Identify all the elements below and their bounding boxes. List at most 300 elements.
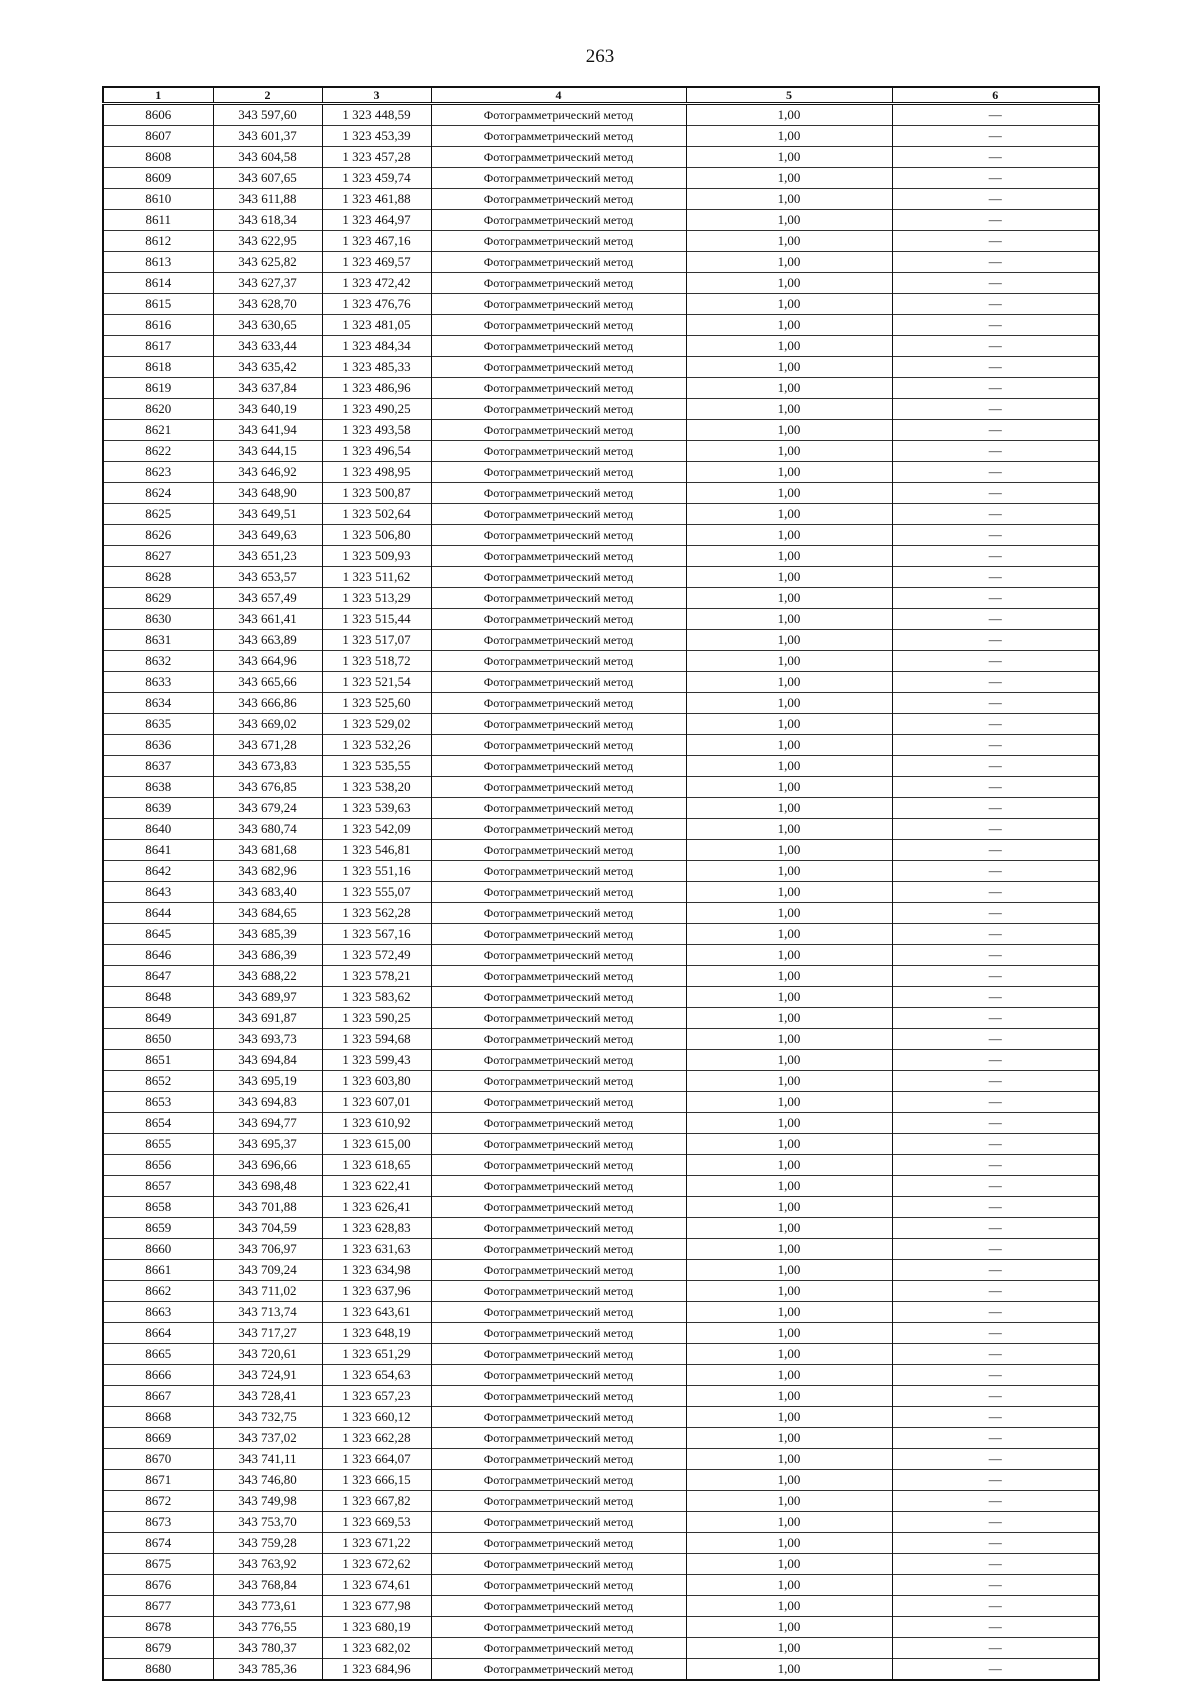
cell-accuracy: 1,00 [686, 210, 892, 231]
cell-y-coordinate: 1 323 457,28 [322, 147, 431, 168]
cell-method: Фотограмметрический метод [431, 1491, 686, 1512]
cell-method: Фотограмметрический метод [431, 1617, 686, 1638]
cell-method: Фотограмметрический метод [431, 483, 686, 504]
table-row [103, 1176, 1099, 1197]
cell-description: — [892, 777, 1099, 798]
cell-method: Фотограмметрический метод [431, 903, 686, 924]
cell-y-coordinate: 1 323 672,62 [322, 1554, 431, 1575]
cell-method: Фотограмметрический метод [431, 1260, 686, 1281]
cell-description: — [892, 1449, 1099, 1470]
cell-accuracy: 1,00 [686, 315, 892, 336]
cell-y-coordinate: 1 323 583,62 [322, 987, 431, 1008]
cell-point-number: 8657 [103, 1176, 213, 1197]
cell-accuracy: 1,00 [686, 189, 892, 210]
cell-method: Фотограмметрический метод [431, 1323, 686, 1344]
cell-point-number: 8620 [103, 399, 213, 420]
cell-y-coordinate: 1 323 506,80 [322, 525, 431, 546]
cell-description: — [892, 1407, 1099, 1428]
cell-description: — [892, 104, 1099, 126]
cell-y-coordinate: 1 323 532,26 [322, 735, 431, 756]
cell-accuracy: 1,00 [686, 924, 892, 945]
cell-method: Фотограмметрический метод [431, 420, 686, 441]
cell-y-coordinate: 1 323 453,39 [322, 126, 431, 147]
cell-description: — [892, 798, 1099, 819]
cell-method: Фотограмметрический метод [431, 882, 686, 903]
table-row [103, 945, 1099, 966]
cell-point-number: 8612 [103, 231, 213, 252]
cell-x-coordinate: 343 773,61 [213, 1596, 322, 1617]
cell-point-number: 8678 [103, 1617, 213, 1638]
cell-description: — [892, 651, 1099, 672]
cell-point-number: 8648 [103, 987, 213, 1008]
table-row [103, 1659, 1099, 1681]
cell-accuracy: 1,00 [686, 1491, 892, 1512]
cell-y-coordinate: 1 323 603,80 [322, 1071, 431, 1092]
table-row [103, 525, 1099, 546]
cell-y-coordinate: 1 323 594,68 [322, 1029, 431, 1050]
cell-x-coordinate: 343 646,92 [213, 462, 322, 483]
table-row [103, 840, 1099, 861]
cell-x-coordinate: 343 604,58 [213, 147, 322, 168]
cell-y-coordinate: 1 323 660,12 [322, 1407, 431, 1428]
cell-y-coordinate: 1 323 651,29 [322, 1344, 431, 1365]
cell-accuracy: 1,00 [686, 1134, 892, 1155]
cell-point-number: 8664 [103, 1323, 213, 1344]
cell-accuracy: 1,00 [686, 1050, 892, 1071]
table-row [103, 231, 1099, 252]
cell-description: — [892, 1554, 1099, 1575]
cell-point-number: 8658 [103, 1197, 213, 1218]
cell-point-number: 8616 [103, 315, 213, 336]
cell-accuracy: 1,00 [686, 1554, 892, 1575]
cell-y-coordinate: 1 323 472,42 [322, 273, 431, 294]
cell-point-number: 8638 [103, 777, 213, 798]
cell-accuracy: 1,00 [686, 462, 892, 483]
header-col-1: 1 [103, 87, 213, 104]
cell-x-coordinate: 343 694,83 [213, 1092, 322, 1113]
cell-point-number: 8672 [103, 1491, 213, 1512]
cell-description: — [892, 1428, 1099, 1449]
cell-accuracy: 1,00 [686, 147, 892, 168]
cell-method: Фотограмметрический метод [431, 1197, 686, 1218]
cell-x-coordinate: 343 684,65 [213, 903, 322, 924]
cell-y-coordinate: 1 323 628,83 [322, 1218, 431, 1239]
cell-method: Фотограмметрический метод [431, 168, 686, 189]
cell-y-coordinate: 1 323 677,98 [322, 1596, 431, 1617]
cell-description: — [892, 903, 1099, 924]
cell-x-coordinate: 343 720,61 [213, 1344, 322, 1365]
table-row [103, 420, 1099, 441]
cell-method: Фотограмметрический метод [431, 1302, 686, 1323]
cell-point-number: 8610 [103, 189, 213, 210]
table-row [103, 1008, 1099, 1029]
cell-point-number: 8669 [103, 1428, 213, 1449]
cell-method: Фотограмметрический метод [431, 147, 686, 168]
cell-accuracy: 1,00 [686, 420, 892, 441]
cell-description: — [892, 315, 1099, 336]
cell-accuracy: 1,00 [686, 1218, 892, 1239]
cell-x-coordinate: 343 640,19 [213, 399, 322, 420]
cell-description: — [892, 420, 1099, 441]
table-row [103, 189, 1099, 210]
cell-y-coordinate: 1 323 671,22 [322, 1533, 431, 1554]
table-row [103, 294, 1099, 315]
header-col-5: 5 [686, 87, 892, 104]
cell-accuracy: 1,00 [686, 1029, 892, 1050]
cell-x-coordinate: 343 627,37 [213, 273, 322, 294]
header-col-3: 3 [322, 87, 431, 104]
cell-y-coordinate: 1 323 626,41 [322, 1197, 431, 1218]
cell-point-number: 8631 [103, 630, 213, 651]
cell-description: — [892, 693, 1099, 714]
cell-y-coordinate: 1 323 551,16 [322, 861, 431, 882]
cell-accuracy: 1,00 [686, 126, 892, 147]
cell-x-coordinate: 343 630,65 [213, 315, 322, 336]
cell-x-coordinate: 343 676,85 [213, 777, 322, 798]
cell-method: Фотограмметрический метод [431, 231, 686, 252]
cell-accuracy: 1,00 [686, 525, 892, 546]
cell-description: — [892, 462, 1099, 483]
cell-x-coordinate: 343 685,39 [213, 924, 322, 945]
cell-point-number: 8660 [103, 1239, 213, 1260]
cell-description: — [892, 1176, 1099, 1197]
table-row [103, 357, 1099, 378]
cell-accuracy: 1,00 [686, 756, 892, 777]
cell-x-coordinate: 343 611,88 [213, 189, 322, 210]
cell-method: Фотограмметрический метод [431, 840, 686, 861]
cell-y-coordinate: 1 323 498,95 [322, 462, 431, 483]
cell-accuracy: 1,00 [686, 1617, 892, 1638]
cell-y-coordinate: 1 323 664,07 [322, 1449, 431, 1470]
cell-method: Фотограмметрический метод [431, 378, 686, 399]
table-row [103, 104, 1099, 126]
cell-point-number: 8637 [103, 756, 213, 777]
cell-y-coordinate: 1 323 634,98 [322, 1260, 431, 1281]
cell-description: — [892, 1113, 1099, 1134]
cell-x-coordinate: 343 709,24 [213, 1260, 322, 1281]
cell-method: Фотограмметрический метод [431, 1134, 686, 1155]
cell-point-number: 8642 [103, 861, 213, 882]
table-row [103, 1197, 1099, 1218]
cell-method: Фотограмметрический метод [431, 441, 686, 462]
cell-y-coordinate: 1 323 529,02 [322, 714, 431, 735]
table-row [103, 1344, 1099, 1365]
cell-description: — [892, 1260, 1099, 1281]
cell-x-coordinate: 343 713,74 [213, 1302, 322, 1323]
cell-description: — [892, 357, 1099, 378]
cell-accuracy: 1,00 [686, 399, 892, 420]
cell-method: Фотограмметрический метод [431, 777, 686, 798]
cell-method: Фотограмметрический метод [431, 1659, 686, 1681]
cell-accuracy: 1,00 [686, 987, 892, 1008]
cell-description: — [892, 1575, 1099, 1596]
cell-point-number: 8653 [103, 1092, 213, 1113]
cell-point-number: 8617 [103, 336, 213, 357]
cell-accuracy: 1,00 [686, 1197, 892, 1218]
cell-point-number: 8636 [103, 735, 213, 756]
cell-x-coordinate: 343 717,27 [213, 1323, 322, 1344]
table-row [103, 1239, 1099, 1260]
cell-point-number: 8628 [103, 567, 213, 588]
cell-method: Фотограмметрический метод [431, 567, 686, 588]
cell-y-coordinate: 1 323 684,96 [322, 1659, 431, 1681]
cell-x-coordinate: 343 618,34 [213, 210, 322, 231]
cell-method: Фотограмметрический метод [431, 945, 686, 966]
cell-y-coordinate: 1 323 631,63 [322, 1239, 431, 1260]
cell-description: — [892, 567, 1099, 588]
page-number: 263 [585, 46, 615, 67]
cell-point-number: 8646 [103, 945, 213, 966]
cell-point-number: 8633 [103, 672, 213, 693]
cell-point-number: 8607 [103, 126, 213, 147]
table-row [103, 735, 1099, 756]
cell-accuracy: 1,00 [686, 798, 892, 819]
header-col-6: 6 [892, 87, 1099, 104]
cell-x-coordinate: 343 666,86 [213, 693, 322, 714]
cell-y-coordinate: 1 323 484,34 [322, 336, 431, 357]
cell-point-number: 8652 [103, 1071, 213, 1092]
cell-method: Фотограмметрический метод [431, 1071, 686, 1092]
cell-y-coordinate: 1 323 513,29 [322, 588, 431, 609]
cell-method: Фотограмметрический метод [431, 525, 686, 546]
cell-x-coordinate: 343 665,66 [213, 672, 322, 693]
cell-x-coordinate: 343 693,73 [213, 1029, 322, 1050]
cell-point-number: 8623 [103, 462, 213, 483]
cell-x-coordinate: 343 689,97 [213, 987, 322, 1008]
cell-y-coordinate: 1 323 464,97 [322, 210, 431, 231]
cell-y-coordinate: 1 323 662,28 [322, 1428, 431, 1449]
table-row [103, 1386, 1099, 1407]
cell-x-coordinate: 343 780,37 [213, 1638, 322, 1659]
cell-description: — [892, 1008, 1099, 1029]
cell-point-number: 8635 [103, 714, 213, 735]
cell-method: Фотограмметрический метод [431, 1575, 686, 1596]
cell-y-coordinate: 1 323 669,53 [322, 1512, 431, 1533]
cell-point-number: 8632 [103, 651, 213, 672]
cell-method: Фотограмметрический метод [431, 1407, 686, 1428]
cell-method: Фотограмметрический метод [431, 1092, 686, 1113]
cell-accuracy: 1,00 [686, 1365, 892, 1386]
cell-x-coordinate: 343 746,80 [213, 1470, 322, 1491]
cell-y-coordinate: 1 323 461,88 [322, 189, 431, 210]
cell-x-coordinate: 343 732,75 [213, 1407, 322, 1428]
cell-point-number: 8666 [103, 1365, 213, 1386]
cell-accuracy: 1,00 [686, 1323, 892, 1344]
cell-description: — [892, 1491, 1099, 1512]
cell-description: — [892, 1533, 1099, 1554]
cell-method: Фотограмметрический метод [431, 819, 686, 840]
cell-point-number: 8611 [103, 210, 213, 231]
table-row [103, 1092, 1099, 1113]
cell-x-coordinate: 343 694,77 [213, 1113, 322, 1134]
cell-y-coordinate: 1 323 666,15 [322, 1470, 431, 1491]
cell-description: — [892, 714, 1099, 735]
cell-x-coordinate: 343 785,36 [213, 1659, 322, 1681]
cell-description: — [892, 1596, 1099, 1617]
cell-point-number: 8644 [103, 903, 213, 924]
cell-accuracy: 1,00 [686, 1533, 892, 1554]
cell-y-coordinate: 1 323 607,01 [322, 1092, 431, 1113]
coordinates-table [102, 86, 1100, 1681]
cell-y-coordinate: 1 323 486,96 [322, 378, 431, 399]
table-row [103, 1050, 1099, 1071]
cell-point-number: 8624 [103, 483, 213, 504]
table-row [103, 252, 1099, 273]
header-col-2: 2 [213, 87, 322, 104]
cell-description: — [892, 483, 1099, 504]
cell-x-coordinate: 343 633,44 [213, 336, 322, 357]
cell-y-coordinate: 1 323 476,76 [322, 294, 431, 315]
cell-point-number: 8655 [103, 1134, 213, 1155]
table-row [103, 1617, 1099, 1638]
cell-y-coordinate: 1 323 680,19 [322, 1617, 431, 1638]
cell-x-coordinate: 343 601,37 [213, 126, 322, 147]
cell-x-coordinate: 343 680,74 [213, 819, 322, 840]
cell-y-coordinate: 1 323 648,19 [322, 1323, 431, 1344]
table-row [103, 483, 1099, 504]
cell-x-coordinate: 343 644,15 [213, 441, 322, 462]
cell-description: — [892, 252, 1099, 273]
cell-point-number: 8639 [103, 798, 213, 819]
cell-x-coordinate: 343 653,57 [213, 567, 322, 588]
cell-accuracy: 1,00 [686, 672, 892, 693]
cell-description: — [892, 1638, 1099, 1659]
cell-point-number: 8670 [103, 1449, 213, 1470]
cell-x-coordinate: 343 651,23 [213, 546, 322, 567]
cell-accuracy: 1,00 [686, 588, 892, 609]
cell-x-coordinate: 343 768,84 [213, 1575, 322, 1596]
table-row [103, 714, 1099, 735]
cell-x-coordinate: 343 657,49 [213, 588, 322, 609]
cell-x-coordinate: 343 635,42 [213, 357, 322, 378]
cell-method: Фотограмметрический метод [431, 126, 686, 147]
table-row [103, 1407, 1099, 1428]
table-row [103, 1575, 1099, 1596]
table-row [103, 1134, 1099, 1155]
cell-description: — [892, 126, 1099, 147]
cell-accuracy: 1,00 [686, 567, 892, 588]
table-row [103, 924, 1099, 945]
table-row [103, 504, 1099, 525]
cell-description: — [892, 735, 1099, 756]
cell-accuracy: 1,00 [686, 252, 892, 273]
cell-point-number: 8665 [103, 1344, 213, 1365]
table-row [103, 588, 1099, 609]
cell-x-coordinate: 343 673,83 [213, 756, 322, 777]
cell-accuracy: 1,00 [686, 483, 892, 504]
cell-x-coordinate: 343 724,91 [213, 1365, 322, 1386]
cell-x-coordinate: 343 671,28 [213, 735, 322, 756]
table-row [103, 987, 1099, 1008]
cell-description: — [892, 1134, 1099, 1155]
cell-point-number: 8614 [103, 273, 213, 294]
cell-y-coordinate: 1 323 500,87 [322, 483, 431, 504]
cell-accuracy: 1,00 [686, 1575, 892, 1596]
cell-accuracy: 1,00 [686, 1596, 892, 1617]
cell-x-coordinate: 343 749,98 [213, 1491, 322, 1512]
cell-accuracy: 1,00 [686, 819, 892, 840]
cell-point-number: 8671 [103, 1470, 213, 1491]
cell-point-number: 8679 [103, 1638, 213, 1659]
cell-point-number: 8673 [103, 1512, 213, 1533]
cell-x-coordinate: 343 682,96 [213, 861, 322, 882]
cell-description: — [892, 861, 1099, 882]
table-row [103, 441, 1099, 462]
cell-y-coordinate: 1 323 637,96 [322, 1281, 431, 1302]
cell-accuracy: 1,00 [686, 714, 892, 735]
cell-accuracy: 1,00 [686, 1176, 892, 1197]
cell-method: Фотограмметрический метод [431, 294, 686, 315]
cell-y-coordinate: 1 323 682,02 [322, 1638, 431, 1659]
cell-y-coordinate: 1 323 618,65 [322, 1155, 431, 1176]
table-row [103, 609, 1099, 630]
table-row [103, 1218, 1099, 1239]
cell-accuracy: 1,00 [686, 336, 892, 357]
cell-description: — [892, 609, 1099, 630]
cell-y-coordinate: 1 323 599,43 [322, 1050, 431, 1071]
table-row [103, 1281, 1099, 1302]
cell-description: — [892, 1302, 1099, 1323]
cell-method: Фотограмметрический метод [431, 924, 686, 945]
cell-accuracy: 1,00 [686, 1302, 892, 1323]
cell-method: Фотограмметрический метод [431, 1449, 686, 1470]
cell-x-coordinate: 343 711,02 [213, 1281, 322, 1302]
cell-accuracy: 1,00 [686, 861, 892, 882]
cell-y-coordinate: 1 323 590,25 [322, 1008, 431, 1029]
cell-description: — [892, 273, 1099, 294]
table-row [103, 672, 1099, 693]
cell-description: — [892, 1218, 1099, 1239]
cell-accuracy: 1,00 [686, 882, 892, 903]
cell-accuracy: 1,00 [686, 1428, 892, 1449]
cell-description: — [892, 1386, 1099, 1407]
cell-x-coordinate: 343 737,02 [213, 1428, 322, 1449]
cell-y-coordinate: 1 323 448,59 [322, 104, 431, 126]
cell-description: — [892, 672, 1099, 693]
cell-method: Фотограмметрический метод [431, 630, 686, 651]
table-row [103, 546, 1099, 567]
table-row [103, 1491, 1099, 1512]
cell-point-number: 8674 [103, 1533, 213, 1554]
cell-x-coordinate: 343 763,92 [213, 1554, 322, 1575]
cell-accuracy: 1,00 [686, 1281, 892, 1302]
table-row [103, 336, 1099, 357]
cell-point-number: 8651 [103, 1050, 213, 1071]
cell-point-number: 8675 [103, 1554, 213, 1575]
cell-method: Фотограмметрический метод [431, 273, 686, 294]
cell-accuracy: 1,00 [686, 693, 892, 714]
cell-method: Фотограмметрический метод [431, 1155, 686, 1176]
cell-accuracy: 1,00 [686, 1239, 892, 1260]
cell-y-coordinate: 1 323 518,72 [322, 651, 431, 672]
cell-point-number: 8677 [103, 1596, 213, 1617]
cell-x-coordinate: 343 641,94 [213, 420, 322, 441]
cell-y-coordinate: 1 323 525,60 [322, 693, 431, 714]
cell-method: Фотограмметрический метод [431, 504, 686, 525]
cell-x-coordinate: 343 759,28 [213, 1533, 322, 1554]
cell-y-coordinate: 1 323 578,21 [322, 966, 431, 987]
cell-description: — [892, 924, 1099, 945]
table-row [103, 1113, 1099, 1134]
cell-method: Фотограмметрический метод [431, 693, 686, 714]
cell-method: Фотограмметрический метод [431, 546, 686, 567]
cell-description: — [892, 1365, 1099, 1386]
cell-point-number: 8650 [103, 1029, 213, 1050]
cell-x-coordinate: 343 728,41 [213, 1386, 322, 1407]
cell-x-coordinate: 343 691,87 [213, 1008, 322, 1029]
table-row [103, 399, 1099, 420]
cell-point-number: 8659 [103, 1218, 213, 1239]
